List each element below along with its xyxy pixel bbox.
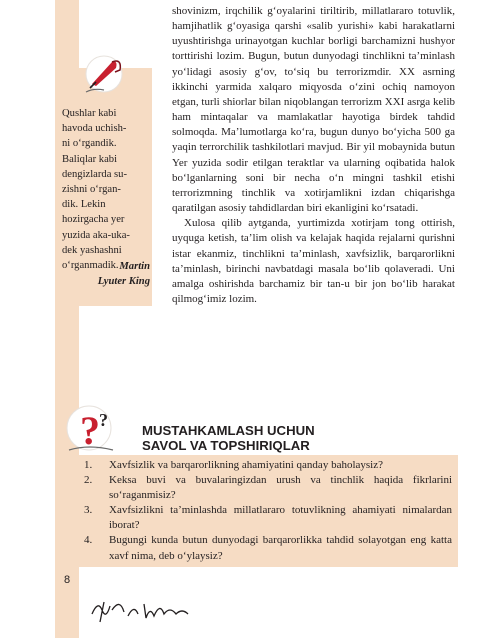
svg-text:?: ?	[99, 410, 108, 430]
item-text: Bugungi kunda butun dunyodagi barqarorlikka tahdid solayotgan eng katta xavf nima, deb o‘ylaysiz?	[109, 534, 452, 562]
item-number: 4.	[84, 534, 93, 547]
quill-pen-icon	[82, 52, 126, 96]
quote-line: dek yashashni	[62, 244, 122, 256]
quote-line: hozirgacha yer	[62, 214, 125, 226]
signature-mark	[90, 596, 200, 624]
list-item	[84, 533, 452, 563]
author-first-name: Martin	[119, 261, 150, 272]
main-text	[172, 4, 455, 307]
quote-line: zishni o‘rgan-	[62, 184, 121, 196]
svg-text:?: ?	[80, 408, 100, 453]
item-number: 1.	[84, 459, 93, 471]
quote-line: Qushlar kabi	[62, 108, 117, 119]
item-text: Xavfsizlikni ta’minlashda millatlararo totuvlikning ahamiyati nimalardan iborat?	[109, 504, 452, 532]
quote-author	[60, 259, 150, 289]
section-heading	[142, 423, 392, 453]
list-item	[84, 458, 452, 473]
list-item	[84, 503, 452, 533]
author-last-name: Lyuter King	[97, 276, 150, 287]
body-paragraph: shovinizm, irqchilik g‘oyalarini tiriltirib, millatlararo totuvlik, hamjihatlik g‘oyasiga qarshi «salib yurishi» kabi harakatlarni uyushtirishga urinayotgan kuchlar borligi barchamizni hushyor torttirishi lozim. Bugun, butun dunyodagi tinchlikni ta’minlash yo‘lidagi asosiy g‘ov, to‘siq bu terrorizmdir. XX asrning ikkinchi yarmida xalqaro miqyosda o‘zini ochiq namoyon etgan, turli shiorlar bilan niqoblangan terrorizm XXI asrga kelib ham mintaqalar va mamlakatlar hayotiga birdek tahdid solmoqda. Ma’lumotlarga ko‘ra, bugun dunyo bo‘yicha 500 ga yaqin terrorchilik tashkilotlari mavjud. Bir yil mobaynida butun Yer yuzida sodir etilgan teraktlar va ularning oqibatida halok bo‘lganlarning soni bir necha o‘n mingni tashkil etishi terrorizmning tinchlik va xotirjamlikni izdan chiqarishga qaratilgan asosiy tahdidlardan biri ekanligini ko‘rsatadi.	[172, 5, 455, 215]
body-paragraph: Xulosa qilib aytganda, yurtimizda xotirjam tong ottirish, uyquga ketish, ta’lim olish va kelajak haqida rejalarni qurishni istar ekanmiz, tinchlikni ta’minlash, xavfsizlik, barqarorlikni ta’minlash, birinchi navbatdagi masala bo‘lib qolaveradi. Uni amalga oshirishda barchamiz bir tan-u bir jon bo‘lib harakat qilmog‘imiz lozim.	[172, 217, 455, 305]
quote-line: yuzida aka-uka-	[62, 229, 130, 241]
item-number: 3.	[84, 504, 93, 517]
item-text: Keksa buvi va buvalaringizdan urush va tinchlik haqida fikrlarini so‘raganmisiz?	[109, 474, 452, 502]
question-mark-icon	[63, 400, 121, 456]
task-list	[84, 458, 452, 564]
quote-line: Baliqlar kabi	[62, 153, 118, 165]
section-heading-line: MUSTAHKAMLASH UCHUN	[142, 423, 315, 438]
quote-line: havoda uchish-	[62, 123, 127, 135]
section-heading-line: SAVOL VA TOPSHIRIQLAR	[142, 438, 310, 453]
epigraph-quote	[62, 106, 150, 273]
quote-line: dengizlarda su-	[62, 168, 128, 180]
quote-line: o‘rganmadik.	[62, 260, 119, 272]
list-item	[84, 473, 452, 503]
page-number: 8	[63, 574, 71, 586]
item-number: 2.	[84, 474, 93, 487]
quote-line: dik. Lekin	[62, 199, 106, 211]
quote-line: ni o‘rgandik.	[62, 138, 117, 150]
item-text: Xavfsizlik va barqarorlikning ahamiyatini qanday baholaysiz?	[109, 459, 383, 471]
